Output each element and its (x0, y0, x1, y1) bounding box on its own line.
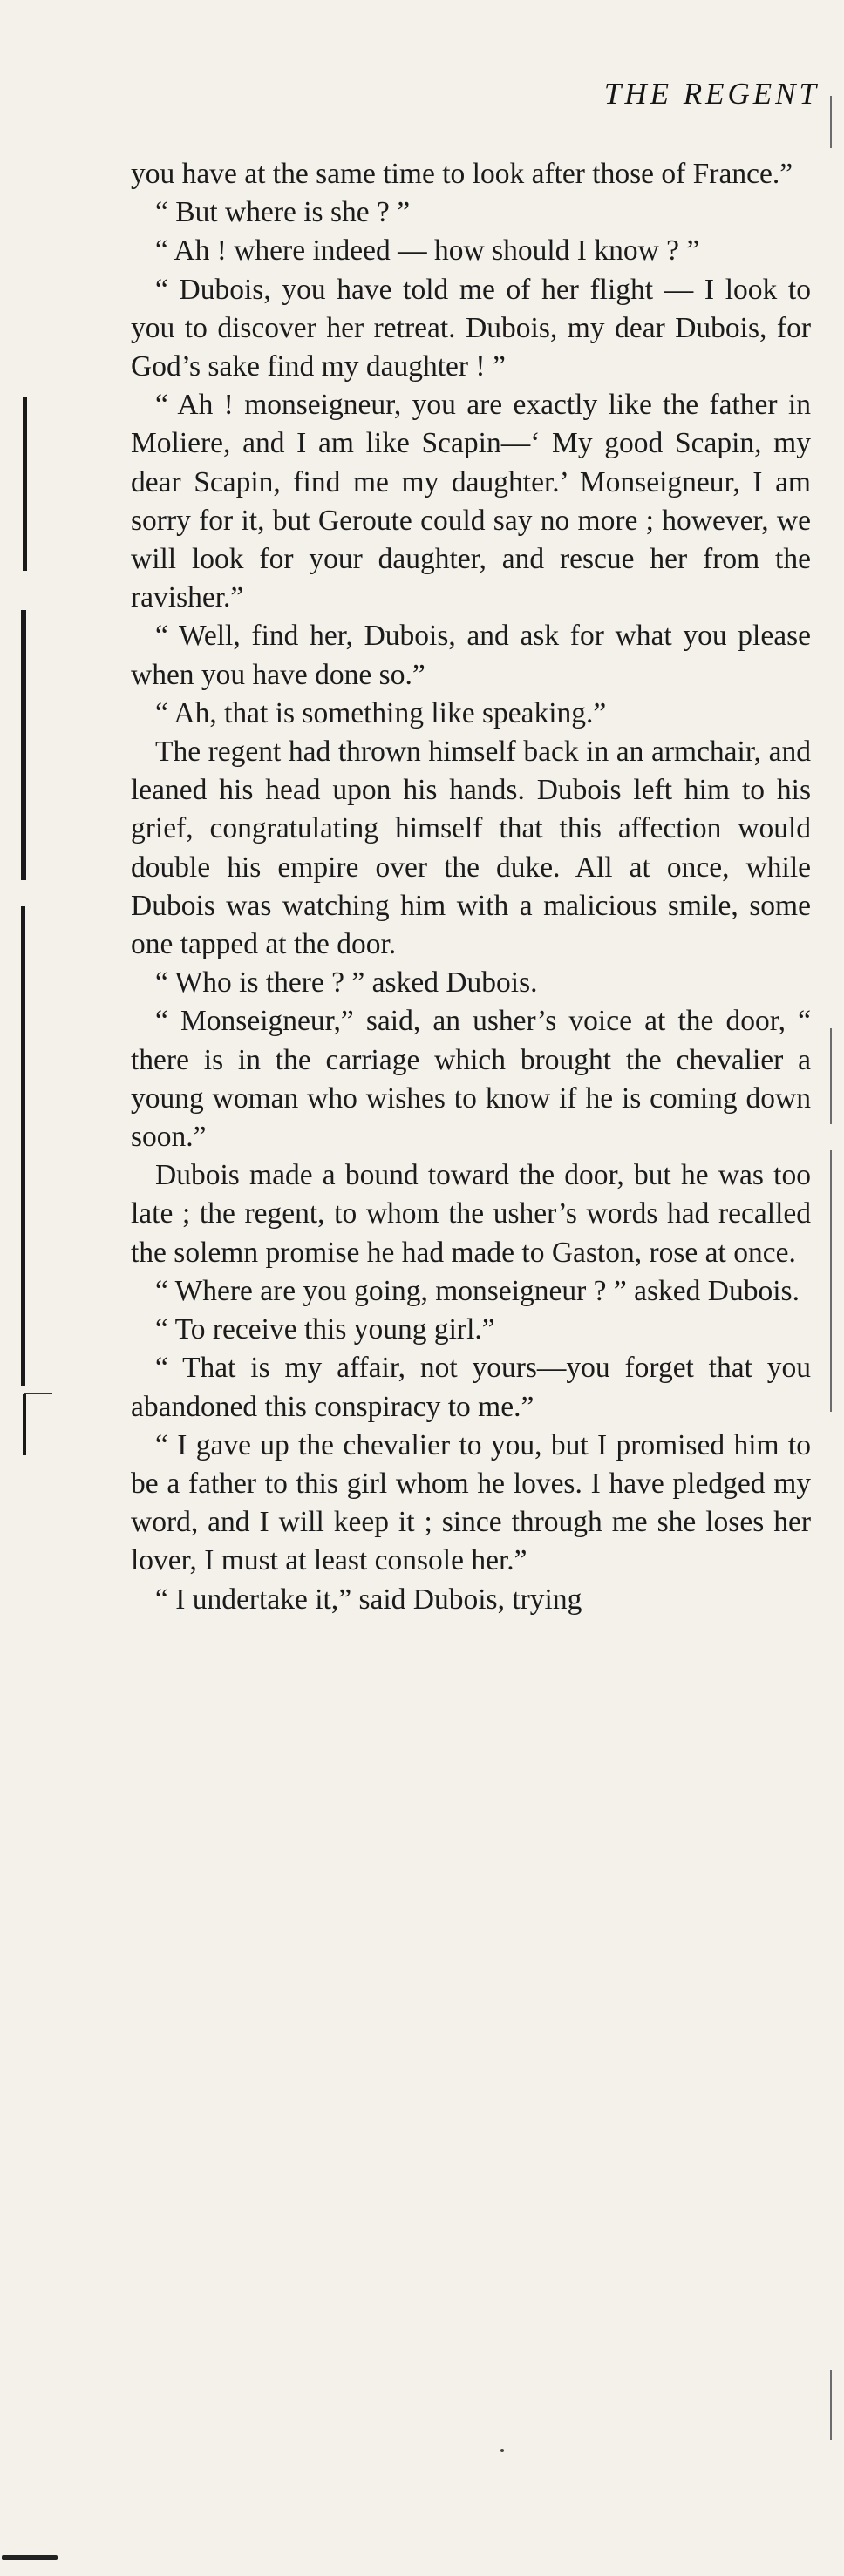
binding-mark (21, 610, 26, 880)
binding-mark (24, 1393, 52, 1394)
paragraph: “ But where is she ? ” (155, 196, 411, 229)
edge-rule (830, 2370, 832, 2440)
paragraph: “ Well, find her, Dubois, and ask for what you please when you have done so.” (131, 620, 811, 691)
binding-mark (23, 397, 27, 571)
speck (500, 2449, 504, 2452)
speck (2, 2555, 58, 2560)
paragraph: “ Ah ! where indeed — how should I know ? ” (155, 234, 700, 268)
paragraph: “ I gave up the chevalier to you, but I promised him to be a father to this girl whom he loves. I have pledged my word, and I will keep it ; since through me she loses her lover, I must at least console her.” (131, 1428, 811, 1577)
paragraph: “ Dubois, you have told me of her flight — I look to you to discover her retreat. Dubois, my dear Dubois, for God’s sake find my daughter ! ” (131, 273, 811, 383)
paragraph: “ To receive this young girl.” (155, 1313, 495, 1346)
paragraph: “ I undertake it,” said Dubois, trying (155, 1583, 582, 1616)
binding-mark (23, 1394, 26, 1455)
binding-mark (21, 906, 25, 1386)
paragraph: “ Monseigneur,” said, an usher’s voice at the door, “ there is in the carriage which brought the chevalier a young woman who wishes to know if he is coming down soon.” (131, 1005, 811, 1154)
paragraph: “ Ah ! monseigneur, you are exactly like the father in Moliere, and I am like Scapin—‘ My good Scapin, my dear Scapin, find me my daughter.’ Monseigneur, I am sorry for it, but Geroute could say no more ; however, we will look for your daughter, and rescue her from the ravisher.” (131, 389, 811, 614)
running-head: THE REGENT (603, 77, 820, 111)
edge-rule (830, 96, 832, 148)
edge-rule (830, 1150, 832, 1412)
body-text (131, 155, 811, 1619)
paragraph: The regent had thrown himself back in an armchair, and leaned his head upon his hands. Dubois left him to his grief, congratulating himself that this affection would double his empire over the duke. All at once, while Dubois was watching him with a malicious smile, some one tapped at the door. (131, 736, 811, 961)
paragraph: “ That is my affair, not yours—you forget that you abandoned this conspiracy to me.” (131, 1352, 811, 1423)
paragraph: you have at the same time to look after those of France.” (131, 158, 793, 190)
paragraph: “ Where are you going, monseigneur ? ” asked Dubois. (155, 1274, 800, 1307)
paragraph: Dubois made a bound toward the door, but he was too late ; the regent, to whom the usher’s words had recalled the solemn promise he had made to Gaston, rose at once. (131, 1159, 811, 1269)
paragraph: “ Who is there ? ” asked Dubois. (155, 966, 538, 1000)
paragraph: “ Ah, that is something like speaking.” (155, 696, 607, 729)
edge-rule (830, 1028, 832, 1124)
